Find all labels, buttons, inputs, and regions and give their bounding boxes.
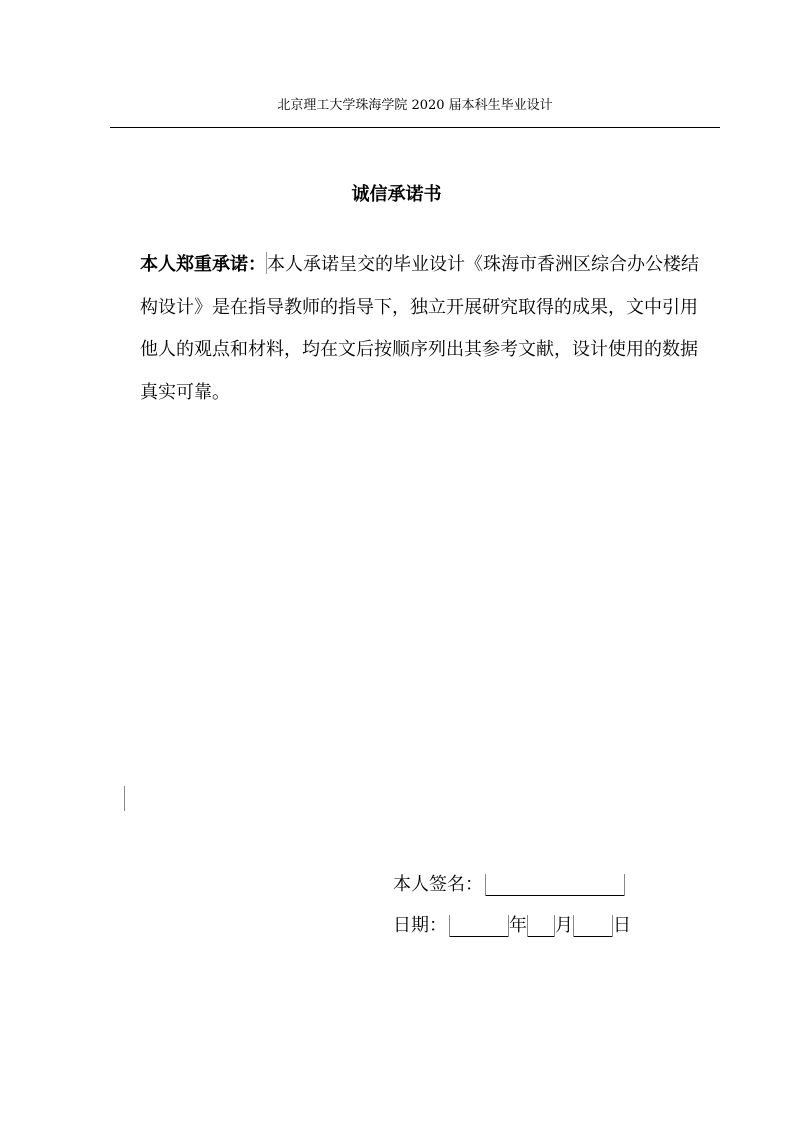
- page-title: 诚信承诺书: [351, 184, 442, 205]
- year-blank[interactable]: [449, 915, 509, 937]
- date-label: 日期：: [393, 915, 447, 936]
- day-label: 日: [613, 915, 631, 936]
- month-label: 月: [555, 915, 573, 936]
- day-blank[interactable]: [573, 915, 613, 937]
- margin-cursor-mark: [124, 786, 125, 811]
- signature-row: [393, 870, 625, 896]
- pledge-paragraph: [140, 244, 700, 414]
- month-blank[interactable]: [527, 915, 555, 937]
- header-divider: [110, 127, 720, 128]
- pledge-body: 本人承诺呈交的毕业设计《珠海市香洲区综合办公楼结构设计》是在指导教师的指导下，独立开展研究取得的成果，文中引用他人的观点和材料，均在文后按顺序列出其参考文献，设计使用的数据真实可靠。: [140, 254, 699, 403]
- date-row: [393, 911, 631, 937]
- page-header: 北京理工大学珠海学院 2020 届本科生毕业设计: [277, 98, 553, 113]
- pledge-lead: 本人郑重承诺：: [140, 254, 266, 275]
- year-label: 年: [509, 915, 527, 936]
- signature-blank[interactable]: [485, 874, 625, 896]
- signature-label: 本人签名：: [393, 874, 483, 895]
